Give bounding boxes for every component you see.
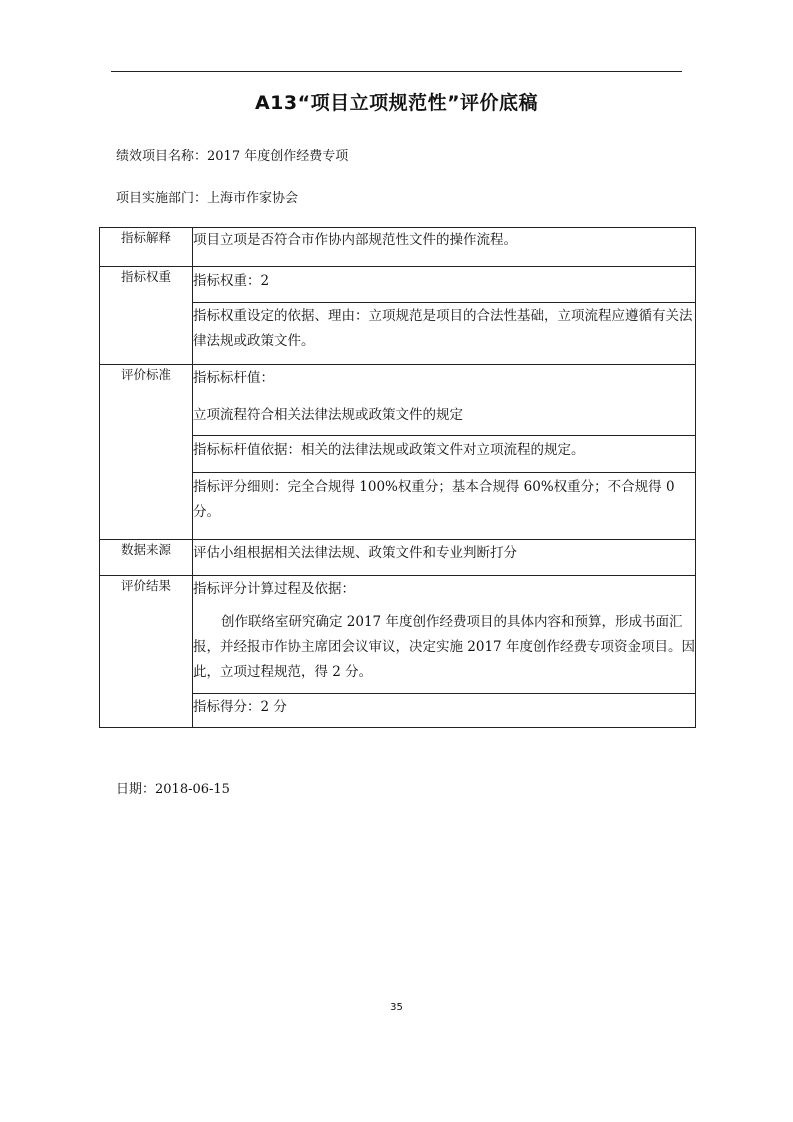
label-result: 评价结果: [100, 576, 193, 728]
evaluation-table: [99, 227, 696, 728]
label-criteria: 评价标准: [100, 365, 193, 540]
page-title: A13“项目立项规范性”评价底稿: [254, 92, 539, 114]
benchmark-value: 立项流程符合相关法律法规或政策文件的规定: [193, 407, 463, 423]
result-process-cell: [193, 576, 696, 694]
table-row-source: [100, 540, 696, 576]
explanation-text: 项目立项是否符合市作协内部规范性文件的操作流程。: [193, 228, 696, 267]
weight-value: 指标权重：2: [193, 267, 696, 303]
project-name: 绩效项目名称：2017 年度创作经费专项: [116, 149, 349, 164]
benchmark-basis: 指标标杆值依据：相关的法律法规或政策文件对立项流程的规定。: [193, 436, 696, 473]
process-text: 创作联络室研究确定 2017 年度创作经费项目的具体内容和预算，形成书面汇报，并经报市作协主席团会议审议，决定实施 2017 年度创作经费专项资金项目。因此，立项过程规范，得 2 分。: [193, 614, 695, 680]
benchmark-title: 指标标杆值：: [193, 370, 274, 386]
implementing-department: 项目实施部门：上海市作家协会: [116, 191, 299, 206]
table-row-criteria: [100, 365, 696, 436]
header-rule: [111, 71, 682, 72]
label-explanation: 指标解释: [100, 228, 193, 267]
label-source: 数据来源: [100, 540, 193, 576]
score-text: 指标得分：2 分: [193, 694, 696, 728]
scoring-rule: 指标评分细则：完全合规得 100%权重分；基本合规得 60%权重分；不合规得 0 分。: [193, 473, 696, 540]
benchmark-cell: [193, 365, 696, 436]
label-weight: 指标权重: [100, 267, 193, 365]
weight-basis: 指标权重设定的依据、理由：立项规范是项目的合法性基础，立项流程应遵循有关法律法规或政策文件。: [193, 303, 696, 365]
process-title: 指标评分计算过程及依据：: [193, 581, 355, 597]
source-text: 评估小组根据相关法律法规、政策文件和专业判断打分: [193, 540, 696, 576]
date: 日期：2018-06-15: [116, 782, 230, 797]
page-number: 35: [390, 1002, 403, 1013]
table-row-result: [100, 576, 696, 694]
table-row-explanation: [100, 228, 696, 267]
table-row-weight: [100, 267, 696, 303]
